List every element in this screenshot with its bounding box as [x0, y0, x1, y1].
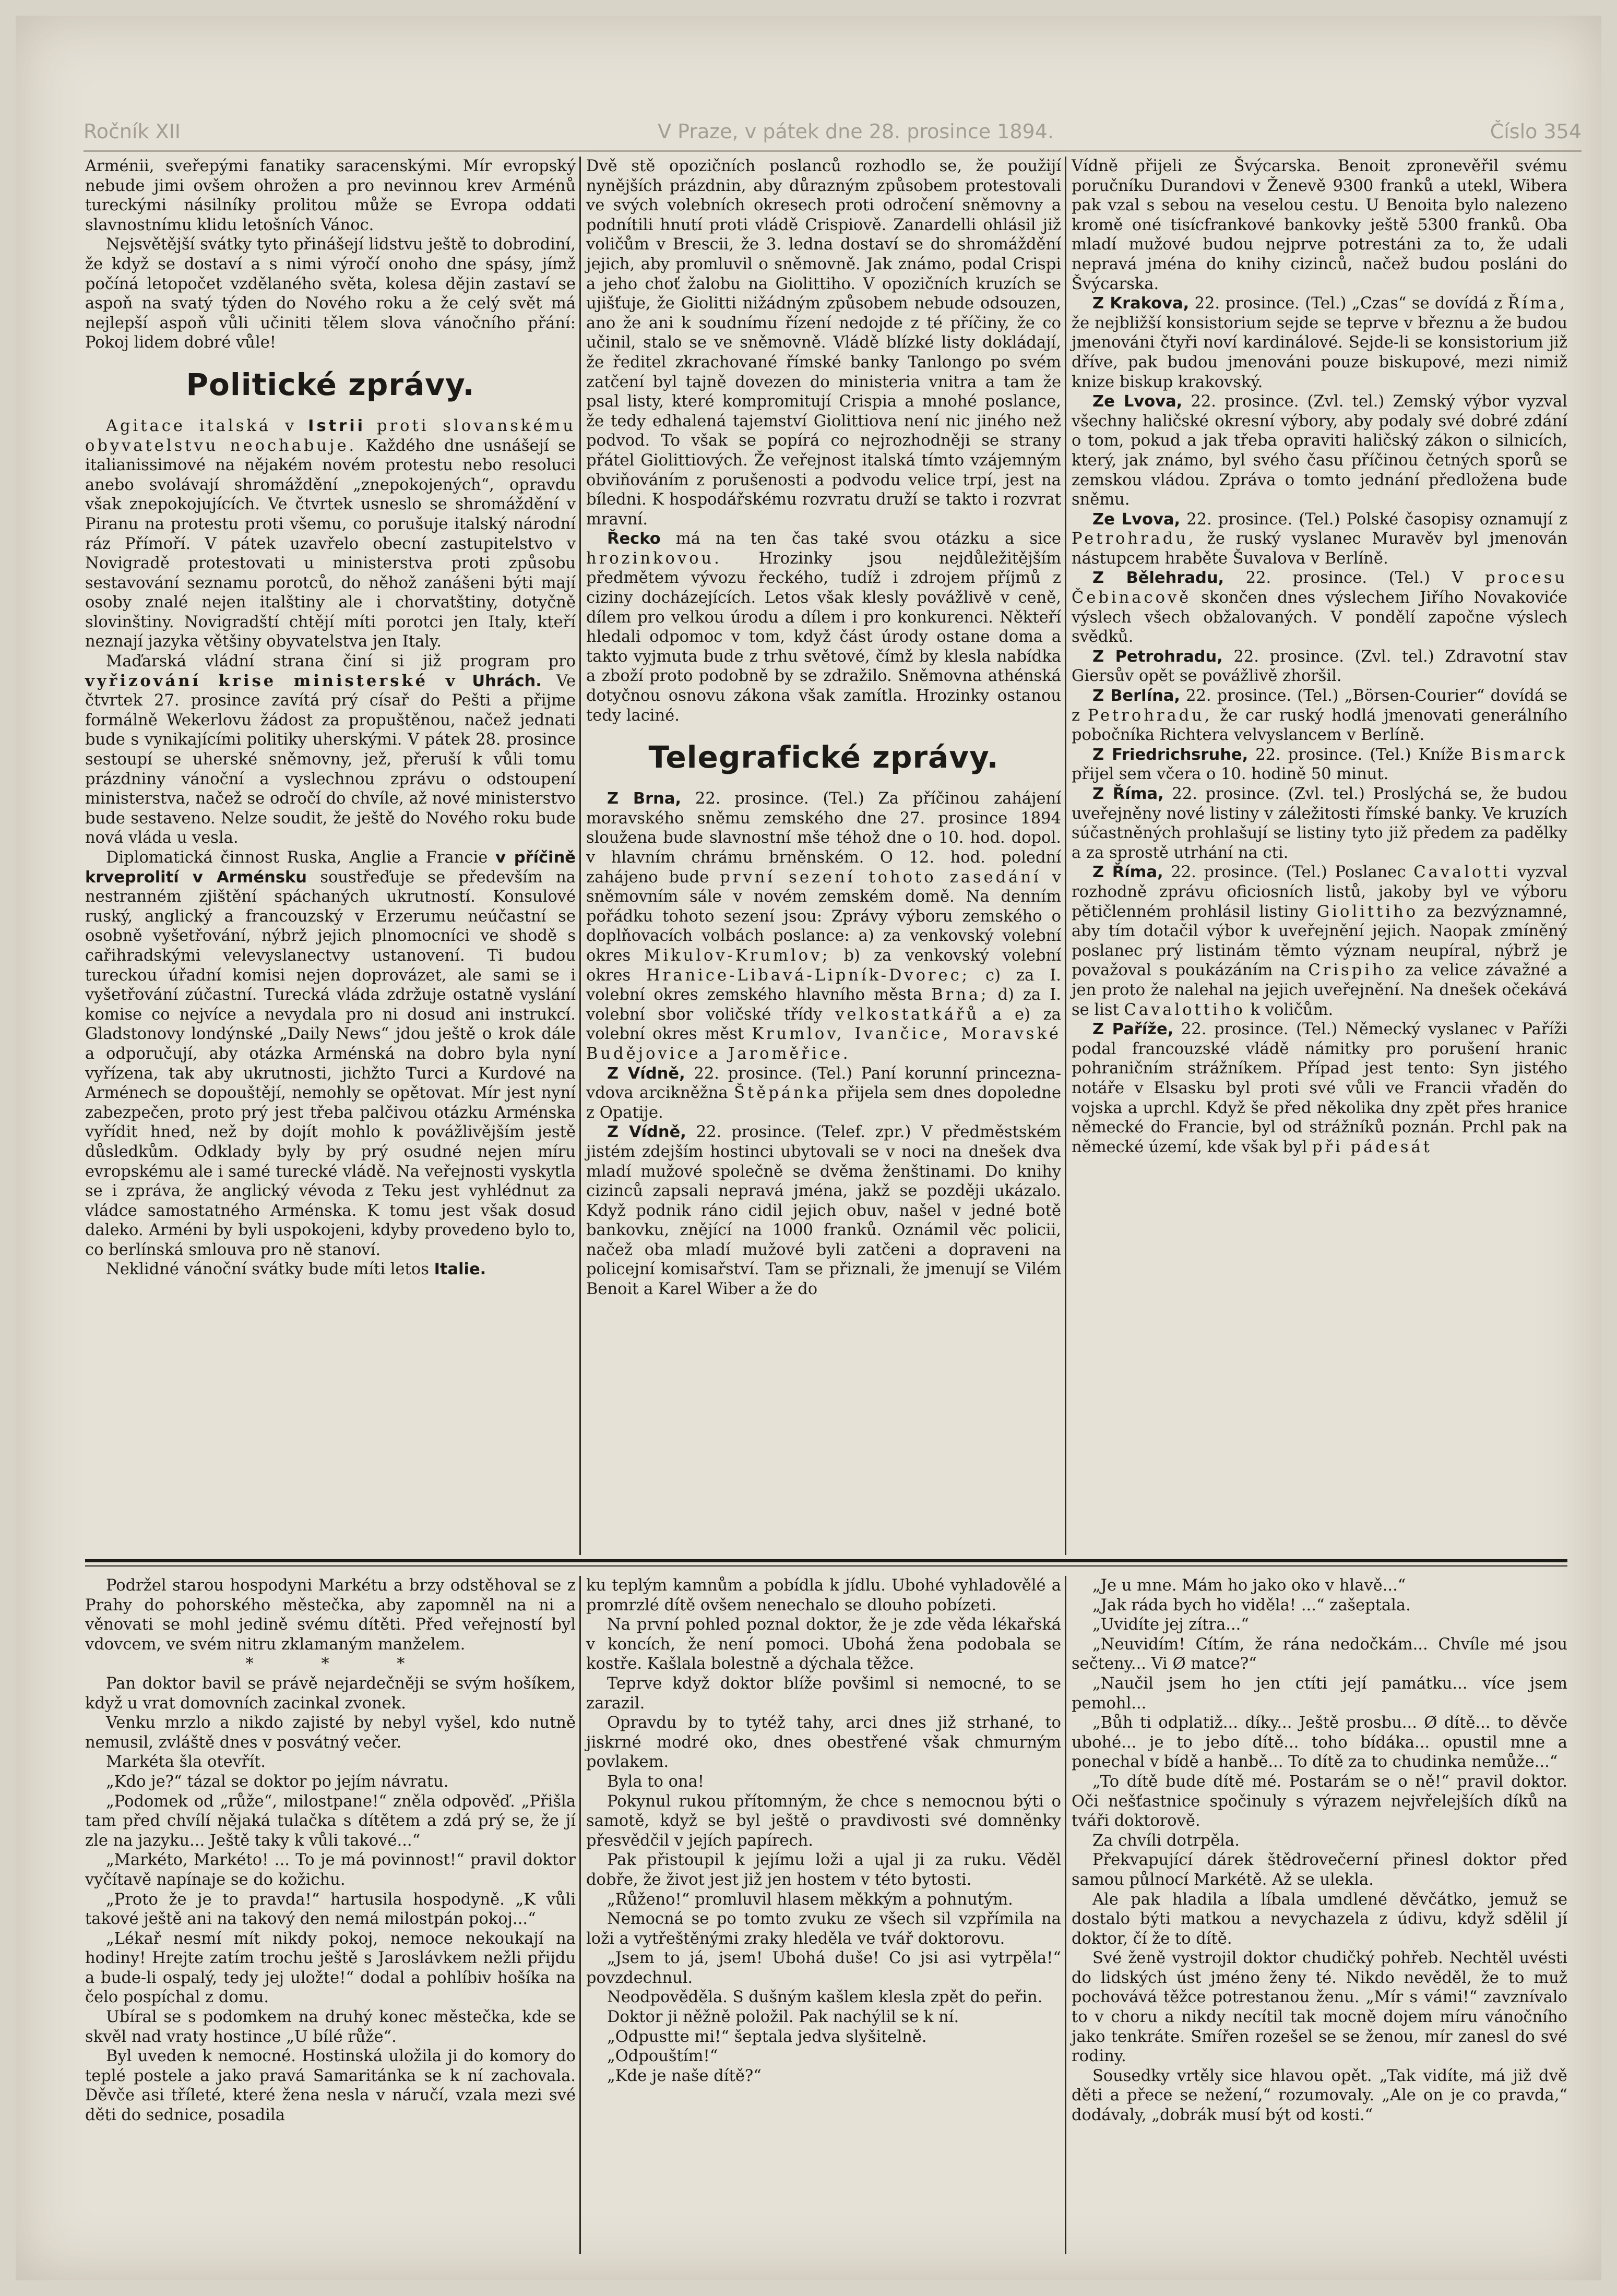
paragraph: Podržel starou hospodyni Markétu a brzy odstěhoval se z Prahy do pohorského městečka, aby zapomněl na ni a věnovati se mohl jedině svému dítěti. Před veřejností byl vdovcem, ve svém nitru zklamaným manželem.: [85, 1576, 576, 1654]
telegram: Ze Lvova, 22. prosince. (Tel.) Polské časopisy oznamují z Petrohradu, že ruský vyslanec Muravěv byl jmenován nástupcem hraběte Šuvalova v Berlíně.: [1072, 510, 1567, 568]
section-heading-politicke: Politické zprávy.: [186, 366, 475, 402]
paragraph: Za chvíli dotrpěla.: [1092, 1831, 1240, 1850]
section-heading-telegraficke: Telegrafické zprávy.: [648, 739, 999, 775]
paragraph: Arménii, sveřepými fanatiky saracenskými. Mír evropský nebude jimi ovšem ohrožen a pro nevinnou krev Arménů tureckými násilníky prolitou může se Evropa oddati slavnostnímu klidu letošních Vánoc.: [85, 157, 576, 234]
telegram: Z Berlína, 22. prosince. (Tel.) „Börsen-Courier“ dovídá se z Petrohradu, že car ruský hodlá jmenovati generálního pobočníka Richtera velvyslancem v Berlíně.: [1072, 687, 1568, 745]
column-rule: [1065, 157, 1066, 1555]
header-date: V Praze, v pátek dne 28. prosince 1894.: [658, 120, 1054, 143]
paragraph: „Lékař nesmí mít nikdy pokoj, nemoce nekoukají na hodiny! Hrejte zatím trochu ještě s Jaroslávkem nežli přijdu a bude-li ospalý, tedy jej uložte!“ dodal a pohlíbiv hošíka na čelo pospíchal z domu.: [85, 1929, 576, 2007]
header-rule: [84, 150, 1582, 152]
paragraph: „Odpustte mi!“ šeptala jedva slyšitelně.: [607, 2027, 927, 2046]
paragraph: „Bůh ti odplatiž... díky... Ještě prosbu... Ø dítě... to děvče ubohé... je to jebo dítě... toho bídáka... opustil mne a ponechal v bídě a hanbě... To dítě za to chudinka nemůže...“: [1072, 1714, 1567, 1772]
paragraph: „Markéto, Markéto! ... To je má povinnost!“ pravil doktor vyčítavě napínaje se do kožichu.: [85, 1851, 576, 1889]
header-volume: Ročník XII: [84, 120, 181, 143]
column-1: [85, 157, 576, 1279]
paragraph: Ubíral se s podomkem na druhý konec městečka, kde se skvěl nad vraty hostince „U bílé růže“.: [85, 2008, 576, 2046]
paragraph: „Podomek od „růže“, milostpane!“ zněla odpověď. „Přišla tam před chvílí nějaká tulačka s dítětem a zdá prý se, že jí zle na jazyku... Ještě taky k vůli takové...“: [85, 1792, 576, 1850]
newspaper-page: [16, 16, 1601, 2280]
paragraph: Venku mrzlo a nikdo zajisté by nebyl vyšel, kdo nutně nemusil, zvláště dnes v posvátný večer.: [85, 1714, 576, 1752]
telegram: Z Paříže, 22. prosince. (Tel.) Německý vyslanec v Paříži podal francouzské vládě námitky pro porušení hranic pohraničním strážníkem. Případ jest tento: Syn jistého notáře v Elsasku byl proti své vůli ve Francii vřaděn do vojska a uprchl. Když še před několika dny zpět přes hranice německé do Francie, byl od strážníků poznán. Prchl pak na německé území, kde však byl při pádesát: [1072, 1020, 1567, 1156]
paragraph: „Jsem to já, jsem! Ubohá duše! Co jsi asi vytrpěla!“ povzdechnul.: [586, 1949, 1061, 1987]
paragraph: Sousedky vrtěly sice hlavou opět. „Tak vidíte, má již dvě děti a přece se nežení,“ rozumovaly. „Ale on je co pravda,“ dodávaly, „dobrák musí být od kosti.“: [1072, 2066, 1567, 2125]
header-issue: Číslo 354: [1490, 120, 1582, 143]
paragraph: Doktor ji něžně položil. Pak nachýlil se k ní.: [607, 2008, 959, 2027]
paragraph: Vídně přijeli ze Švýcarska. Benoit zpronevěřil svému poručníku Durandovi v Ženevě 9300 franků a utekl, Wibera pak vzal s sebou na veselou cestu. U Benoita bylo nalezeno kromě oné tisícfrankové bankovky ještě 5300 franků. Oba mladí mužové budou nejprve potrestáni za to, že udali nepravá jména do knihy cizinců, načež budou posláni do Švýcarska.: [1072, 157, 1567, 293]
telegram: Z Bělehradu, 22. prosince. (Tel.) V procesu Čebinacově skončen dnes výslechem Jiřího Novakoviće výslech všech obžalovaných. V pondělí započne výslech svědků.: [1072, 569, 1567, 647]
paragraph: „Je u mne. Mám ho jako oko v hlavě...“: [1092, 1576, 1406, 1595]
paragraph: Ale pak hladila a líbala umdlené děvčátko, jemuž se dostalo býti matkou a nevychazela z údivu, když sdělil jí doktor, čí že to dítě.: [1072, 1890, 1567, 1948]
paragraph: Pak přistoupil k jejímu loži a ujal ji za ruku. Věděl dobře, že život jest již jen hostem v této bytosti.: [586, 1851, 1061, 1889]
telegram: Z Krakova, 22. prosince. (Tel.) „Czas“ se dovídá z Říma, že nejbližší konsistorium sejde se teprve v březnu a že budou jmenováni čtyři noví kardinálové. Sejde-li se konsistorium již dříve, pak budou jmenováni pouze biskupové, mezi nimiž knize biskup krakovský.: [1072, 294, 1568, 391]
paragraph: „Růženo!“ promluvil hlasem měkkým a pohnutým.: [607, 1890, 1013, 1909]
paragraph: Dvě stě opozičních poslanců rozhodlo se, že použijí nynějších prázdnin, aby důrazným způsobem protestovali ve svých volebních okresech proti odročení sněmovny a podnítili hnutí proti vládě Crispiově. Zanardelli ohlásil již voličům v Brescii, že 3. ledna dostaví se do shromáždění jejich, aby promluvil o sněmovně. Jak známo, podal Crispi a jeho choť žalobu na Giolittiho. V opozičních kruzích se ujišťuje, že Giolitti nižádným způsobem nebude odsouzen, ano že ani k soudnímu řízení nedojde z té příčiny, že co učinil, stalo se ve sněmovně. Vládě blízké listy dokládají, že ředitel zkrachované římské banky Tanlongo po svém zatčení byl tajně dovezen do ministeria vnitra a tam že psal listy, které kompromitují Crispia a mnohé poslance, že tedy edhalená tajemství Giolittiova není nic jiného než podvod. To však se popírá co nejrozhodněji se strany přátel Giolittiových. Že veřejnost italská tímto vzájemným obviňováním z porušenosti a podvodu velice trpí, jest na bíledni. K hospodářskému rozvratu druží se takto i rozvrat mravní.: [586, 157, 1061, 529]
paragraph: Překvapující dárek štědrovečerní přinesl doktor před samou půlnocí Markétě. Až se ulekla.: [1072, 1851, 1567, 1889]
telegram: Z Friedrichsruhe, 22. prosince. (Tel.) Kníže Bismarck přijel sem včera o 10. hodině 50 minut.: [1072, 745, 1567, 784]
telegram: Z Brna, 22. prosince. (Tel.) Za příčinou zahájení moravského sněmu zemského dne 27. prosince 1894 sloužena bude slavnostní mše téhož dne o 10. hod. dopol. v hlavním chrámu brněnském. O 12. hod. polední zahájeno bude první sezení tohoto zasedání v sněmovním sále v novém zemském domě. Na denním pořádku tohoto sezení jsou: Zprávy výboru zemského o doplňovacích volbách poslance: a) za venkovský volební okres Mikulov-Krumlov; b) za venkovský volební okres Hranice-Libavá-Lipník-Dvorec; c) za I. volební okres zemského hlavního města Brna; d) za I. volební sbor voličské třídy velkostatkářů a e) za volební okres měst Krumlov, Ivančice, Moravské Budějovice a Jaroměřice.: [586, 790, 1062, 1063]
paragraph: Neklidné vánoční svátky bude míti letos Italie.: [106, 1260, 486, 1279]
paragraph: Nemocná se po tomto zvuku ze všech sil vzpřímila na loži a vytřeštěnými zraky hleděla ve tvář doktorovu.: [586, 1910, 1061, 1948]
telegram: Z Říma, 22. prosince. (Tel.) Poslanec Cavalotti vyzval rozhodně zprávu oficiosních listů, jakoby byl ve výboru pětičlenném prohlásil listiny Giolittiho za bezvýznamné, aby tím dotačil výbor k uveřejnění jejich. Naopak zmíněný poslanec prý listinám těmto význam neupíral, nýbrž je považoval s poukázáním na Crispiho za velice závažné a jen proto že nalehal na jejich uveřejnění. Na dnešek očekává se list Cavalottiho k voličům.: [1072, 863, 1567, 1019]
paragraph: Opravdu by to tytéž tahy, arci dnes již strhané, to jiskrné modré oko, dnes obestřené však chmurným povlakem.: [586, 1714, 1061, 1772]
paragraph: Své ženě vystrojil doktor chudičký pohřeb. Nechtěl uvésti do lidských úst jméno ženy té. Nikdo nevěděl, že to muž pochovává těžce potrestanou ženu. „Mír s vámi!“ zavznívalo to v choru a nikdy necítil tak mocně dojem míru vánočního jako tenkráte. Smířen rozešel se se ženou, mír zanesl do své rodiny.: [1072, 1949, 1567, 2066]
paragraph: Diplomatická činnost Ruska, Anglie a Francie v příčině krveprolití v Arménsku soustřeďuje se především na nestranném zjištění spáchaných ukrutností. Konsulové ruský, anglický a francouzský v Erzerumu neúčastní se osobně vyšetřování, nýbrž jejich plnomocníci ve shodě s cařihradskými velevyslanectvy ustanovení. Ti budou tureckou úřadní komisi nejen doprovázet, ale sami se i vyšetřování zúčastní. Turecká vláda zdržuje ostatně vyslání komise co nejvíce a nevydala pro ni dosud ani instrukcí. Gladstonovy londýnské „Daily News“ jdou ještě o krok dále a odporučují, aby otázka Arménská na dobro byla nyní vyřízena, tak aby ukrutnosti, jichžto Turci a Kurdové na Arménech se dopouštějí, nemohly se opětovat. Mír jest nyní zabezpečen, proto prý jest třeba palčivou otázku Arménska vyřídit hned, než by dojít mohlo k povážlivějším jestě důsledkům. Odklady byly by prý osudné nejen míru evropskému ale i samé turecké vládě. Na veřejnosti vyskytla se i zpráva, že anglický vévoda z Teku jest vyhlédnut za vládce samostatného Arménska. K tomu jest však dosud daleko. Arméni by byli uspokojeni, kdyby provedeno bylo to, co berlínská smlouva pro ně stanoví.: [85, 848, 576, 1259]
paragraph: Markéta šla otevřít.: [106, 1753, 266, 1772]
paragraph: „Naučil jsem ho jen ctíti její památku... více jsem pemohl...: [1072, 1674, 1567, 1713]
paragraph: Byla to ona!: [607, 1772, 705, 1791]
paragraph: Pan doktor bavil se právě nejardečněji se svým hošíkem, když u vrat domovních zacinkal zvonek.: [85, 1674, 576, 1713]
page-header: [84, 120, 1582, 151]
telegram: Z Vídně, 22. prosince. (Tel.) Paní korunní princezna-vdova arcikněžna Štěpánka přijela sem dnes dopoledne z Opatije.: [586, 1064, 1061, 1122]
feuilleton-rule-thin: [85, 1565, 1567, 1566]
column-3: [1072, 157, 1567, 1157]
paragraph: „Jak ráda bych ho viděla! ...“ zašeptala.: [1092, 1596, 1411, 1615]
column-rule: [579, 157, 581, 1555]
paragraph: Pokynul rukou přítomným, že chce s nemocnou býti o samotě, když se byl ještě o pravdivosti své domněnky přesvědčil v jejích papírech.: [586, 1792, 1061, 1850]
paragraph: Agitace italská v Istrii proti slovanskému obyvatelstvu neochabuje. Každého dne usnášejí se italianissimové na nějakém novém protestu nebo resoluci anebo svolávají shromáždění „znepokojených“, opravdu však znepokojujících. Ve čtvrtek usneslo se shromáždění v Piranu na protestu proti všemu, co porušuje italský národní ráz Přímoří. V pátek uzavřelo obecní zastupitelstvo v Novigradě protestovati u ministerstva proti způsobu sestavování seznamu porotců, do něhož zanášeni býti mají osoby znalé nejen italštiny ale i chorvatštiny, dotyčně slovinštiny. Novigradští chtějí míti porotci jen Italy, kteří neznají jazyka většiny obyvatelstva jen Italy.: [85, 416, 576, 651]
feuilleton-column-1: [85, 1576, 576, 2125]
section-break-stars: * * *: [245, 1655, 436, 1673]
paragraph: „Uvidíte jej zítra...“: [1092, 1616, 1249, 1634]
paragraph: Neodpověděla. S dušným kašlem klesla zpět do peřin.: [607, 1988, 1043, 2007]
telegram: Z Petrohradu, 22. prosince. (Zvl. tel.) Zdravotní stav Giersův opět se povážlivě zhoršil.: [1072, 647, 1567, 686]
paragraph: „To dítě bude dítě mé. Postarám se o ně!“ pravil doktor. Oči nešťastnice spočinuly s výrazem nejvřelejších díků na tváři doktorově.: [1072, 1772, 1567, 1831]
paragraph: ku teplým kamnům a pobídla k jídlu. Ubohé vyhladovělé a promrzlé dítě ovšem nenechalo se dlouho pobízeti.: [586, 1576, 1061, 1615]
telegram: Z Vídně, 22. prosince. (Telef. zpr.) V předměstském jistém zdejším hostinci ubytovali se v noci na dnešek dva mladí mužové společně se dvěma ženštinami. Do knihy cizinců zapsali nepravá jména, jakž se později ukázalo. Když podnik ráno cidil jejich obuv, našel v jedné botě bankovku, znějící na 1000 franků. Oznámil věc policii, načež oba mladí mužové byli zatčeni a dopraveni na policejní komisařství. Tam se přiznali, že jmenují se Vilém Benoit a Karel Wiber a že do: [586, 1123, 1061, 1299]
feuilleton-rule: [85, 1559, 1567, 1562]
column-rule: [579, 1576, 581, 2254]
feuilleton-column-3: [1072, 1576, 1567, 2125]
paragraph: „Kde je naše dítě?“: [607, 2066, 762, 2085]
paragraph: „Proto že je to pravda!“ hartusila hospodyně. „K vůli takové ještě ani na takový den nemá milostpán pokoj...“: [85, 1890, 576, 1929]
feuilleton-column-2: [586, 1576, 1061, 2086]
paragraph: Teprve když doktor blíže povšiml si nemocné, to se zarazil.: [586, 1674, 1061, 1713]
column-2: [586, 157, 1061, 1299]
paragraph: Byl uveden k nemocné. Hostinská uložila ji do komory do teplé postele a jako pravá Samaritánka se k ní zachovala. Děvče asi tříleté, které žena nesla v náručí, vzala mezi své děti do sednice, posadila: [85, 2047, 576, 2125]
paragraph: „Odpouštím!“: [607, 2047, 718, 2066]
paragraph: „Neuvidím! Cítím, že rána nedočkám... Chvíle mé jsou sečteny... Vi Ø matce?“: [1072, 1635, 1567, 1673]
paragraph: Maďarská vládní strana činí si již program pro vyřizování krise ministerské v Uhrách. Ve čtvrtek 27. prosince zavítá prý císař do Pešti a přijme formálně Wekerlovu žádost za propuštěnou, načež jednati bude s vynikajícími politiky uherskými. V pátek 28. prosince sestoupí se uherské sněmovny, jež, přeruší k vůli tomu prázdniny vánoční a vyslechnou zprávu o odstoupení ministerstva, načež se odročí do chvíle, až nové ministerstvo bude sestaveno. Nelze soudit, že ještě do Nového roku bude nová vláda u vesla.: [85, 652, 576, 847]
paragraph: Řecko má na ten čas také svou otázku a sice hrozinkovou. Hrozinky jsou nejdůležitějším předmětem vývozu řeckého, tudíž i zdrojem příjmů z ciziny docházejících. Letos však klesly povážlivě v ceně, dílem pro velkou úrodu a dílem i pro konkurenci. Někteří hledali odpomoc v tom, když část úrody ostane doma a takto vyjmuta bude z trhu světové, čímž by klesla nabídka a zboží proto podobně by se zdražilo. Sněmovna athénská dotyčnou osnovu zákona však zamítla. Hrozinky ostanou tedy laciné.: [586, 530, 1061, 725]
telegram: Ze Lvova, 22. prosince. (Zvl. tel.) Zemský výbor vyzval všechny haličské okresní výbory, aby podaly své dobré zdání o tom, pokud a jak třeba opraviti haličský zákon o silnicích, který, jak známo, byl svého času příčinou četných sporů se zemskou vládou. Zpráva o tomto jednání předložena bude sněmu.: [1072, 392, 1567, 509]
paragraph: „Kdo je?“ tázal se doktor po jejím návratu.: [106, 1772, 449, 1791]
paragraph: Nejsvětější svátky tyto přinášejí lidstvu ještě to dobrodiní, že když se dostaví a s nimi výročí onoho dne spásy, jímž počíná letopočet vzdělaného světa, kolesa dějin zastaví se aspoň na svatý týden do Nového roku a že celý svět má nejlepší aspoň vůli učiniti tělem slova vánočního přání: Pokoj lidem dobré vůle!: [85, 235, 576, 352]
paragraph: Na první pohled poznal doktor, že je zde věda lékařská v koncích, že není pomoci. Ubohá žena podobala se kostře. Kašlala bolestně a dýchala těžce.: [586, 1616, 1061, 1673]
telegram: Z Říma, 22. prosince. (Zvl. tel.) Proslýchá se, že budou uveřejněny nové listiny v záležitosti římské banky. Ve kruzích súčastněných prohlašují se listiny tyto již předem za padělky a za sprostě utrhání na cti.: [1072, 785, 1567, 862]
column-rule: [1065, 1576, 1066, 2254]
